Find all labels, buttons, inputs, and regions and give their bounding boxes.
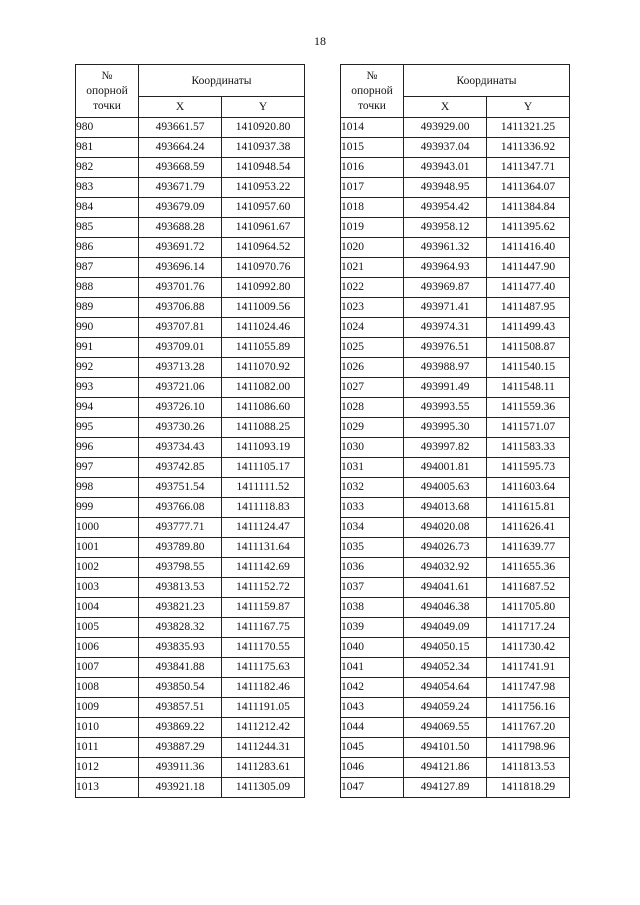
table-row [341,498,570,518]
x-coordinate-cell: 493668.59 [139,158,222,178]
point-number-cell: 1027 [341,378,404,398]
x-coordinate-cell: 493954.42 [404,198,487,218]
table-row [76,418,305,438]
table-row [341,278,570,298]
point-number-cell: 1011 [76,738,139,758]
point-number-cell: 998 [76,478,139,498]
x-coordinate-cell: 493857.51 [139,698,222,718]
y-coordinate-cell: 1411583.33 [487,438,570,458]
x-coordinate-cell: 493696.14 [139,258,222,278]
point-number-cell: 1026 [341,358,404,378]
table-row [76,698,305,718]
x-coordinate-cell: 493707.81 [139,318,222,338]
x-coordinate-cell: 494121.86 [404,758,487,778]
point-number-cell: 1010 [76,718,139,738]
point-number-cell: 1029 [341,418,404,438]
y-coordinate-cell: 1411212.42 [222,718,305,738]
y-coordinate-cell: 1410961.67 [222,218,305,238]
point-number-cell: 1028 [341,398,404,418]
point-number-cell: 986 [76,238,139,258]
y-coordinate-cell: 1411477.40 [487,278,570,298]
table-row [76,438,305,458]
x-coordinate-cell: 493841.88 [139,658,222,678]
y-coordinate-cell: 1411244.31 [222,738,305,758]
y-coordinate-cell: 1411105.17 [222,458,305,478]
point-number-cell: 1021 [341,258,404,278]
table-row [76,578,305,598]
point-number-cell: 1017 [341,178,404,198]
point-number-cell: 982 [76,158,139,178]
x-coordinate-cell: 494050.15 [404,638,487,658]
table-row [76,678,305,698]
y-coordinate-cell: 1410937.38 [222,138,305,158]
point-number-cell: 1014 [341,118,404,138]
table-row [341,598,570,618]
table-row [341,518,570,538]
table-row [76,198,305,218]
point-number-cell: 984 [76,198,139,218]
y-coordinate-cell: 1411082.00 [222,378,305,398]
table-row [76,638,305,658]
table-row [76,478,305,498]
y-coordinate-cell: 1411170.55 [222,638,305,658]
y-coordinate-cell: 1411024.46 [222,318,305,338]
point-number-cell: 1042 [341,678,404,698]
x-coordinate-cell: 494013.68 [404,498,487,518]
table-row [341,378,570,398]
table-row [341,258,570,278]
x-coordinate-cell: 494049.09 [404,618,487,638]
point-number-cell: 1012 [76,758,139,778]
y-coordinate-cell: 1411336.92 [487,138,570,158]
x-coordinate-cell: 493751.54 [139,478,222,498]
point-number-cell: 1005 [76,618,139,638]
point-number-cell: 1035 [341,538,404,558]
table-row [76,158,305,178]
point-number-cell: 1018 [341,198,404,218]
table-row [76,558,305,578]
header-num-word2: точки [358,99,386,112]
point-number-cell: 1019 [341,218,404,238]
table-row [76,518,305,538]
y-coordinate-cell: 1411595.73 [487,458,570,478]
y-coordinate-cell: 1411747.98 [487,678,570,698]
y-coordinate-cell: 1411626.41 [487,518,570,538]
x-coordinate-cell: 493734.43 [139,438,222,458]
y-coordinate-cell: 1411182.46 [222,678,305,698]
x-coordinate-cell: 493701.76 [139,278,222,298]
header-point-number [341,65,404,118]
table-row [341,138,570,158]
point-number-cell: 1043 [341,698,404,718]
y-coordinate-cell: 1411416.40 [487,238,570,258]
y-coordinate-cell: 1411540.15 [487,358,570,378]
header-num-word2: точки [93,99,121,112]
x-coordinate-cell: 493943.01 [404,158,487,178]
x-coordinate-cell: 493937.04 [404,138,487,158]
y-coordinate-cell: 1411395.62 [487,218,570,238]
y-coordinate-cell: 1411813.53 [487,758,570,778]
y-coordinate-cell: 1411615.81 [487,498,570,518]
y-coordinate-cell: 1411305.09 [222,778,305,798]
x-coordinate-cell: 493911.36 [139,758,222,778]
table-row [341,718,570,738]
table-row [76,758,305,778]
x-coordinate-cell: 494001.81 [404,458,487,478]
x-coordinate-cell: 494005.63 [404,478,487,498]
x-coordinate-cell: 493929.00 [404,118,487,138]
x-coordinate-cell: 493921.18 [139,778,222,798]
table-row [341,118,570,138]
table-row [76,178,305,198]
x-coordinate-cell: 493969.87 [404,278,487,298]
y-coordinate-cell: 1410948.54 [222,158,305,178]
y-coordinate-cell: 1411499.43 [487,318,570,338]
table-row [341,578,570,598]
x-coordinate-cell: 493709.01 [139,338,222,358]
point-number-cell: 997 [76,458,139,478]
point-number-cell: 1023 [341,298,404,318]
y-coordinate-cell: 1411559.36 [487,398,570,418]
x-coordinate-cell: 493671.79 [139,178,222,198]
x-coordinate-cell: 493971.41 [404,298,487,318]
point-number-cell: 1022 [341,278,404,298]
point-number-cell: 990 [76,318,139,338]
table-row [76,138,305,158]
table-row [76,618,305,638]
table-row [341,698,570,718]
point-number-cell: 1015 [341,138,404,158]
table-row [76,778,305,798]
x-coordinate-cell: 493974.31 [404,318,487,338]
y-coordinate-cell: 1411767.20 [487,718,570,738]
table-row [76,718,305,738]
x-coordinate-cell: 493961.32 [404,238,487,258]
y-coordinate-cell: 1411687.52 [487,578,570,598]
table-row [341,418,570,438]
x-coordinate-cell: 494059.24 [404,698,487,718]
table-row [341,398,570,418]
point-number-cell: 1045 [341,738,404,758]
table-row [341,358,570,378]
y-coordinate-cell: 1411070.92 [222,358,305,378]
x-coordinate-cell: 493835.93 [139,638,222,658]
point-number-cell: 1007 [76,658,139,678]
y-coordinate-cell: 1411009.56 [222,298,305,318]
x-coordinate-cell: 494041.61 [404,578,487,598]
y-coordinate-cell: 1411571.07 [487,418,570,438]
header-coordinates: Координаты [404,65,570,97]
y-coordinate-cell: 1410964.52 [222,238,305,258]
table-row [341,198,570,218]
y-coordinate-cell: 1411093.19 [222,438,305,458]
x-coordinate-cell: 493661.57 [139,118,222,138]
point-number-cell: 1000 [76,518,139,538]
header-coordinates: Координаты [139,65,305,97]
x-coordinate-cell: 493991.49 [404,378,487,398]
table-row [76,238,305,258]
y-coordinate-cell: 1410953.22 [222,178,305,198]
point-number-cell: 1013 [76,778,139,798]
point-number-cell: 985 [76,218,139,238]
table-row [341,738,570,758]
table-row [76,298,305,318]
point-number-cell: 1006 [76,638,139,658]
point-number-cell: 1003 [76,578,139,598]
y-coordinate-cell: 1411756.16 [487,698,570,718]
x-coordinate-cell: 493988.97 [404,358,487,378]
table-row [76,598,305,618]
point-number-cell: 999 [76,498,139,518]
table-row [341,218,570,238]
coordinates-table-left [75,64,305,798]
y-coordinate-cell: 1411086.60 [222,398,305,418]
page-number: 18 [314,34,326,48]
point-number-cell: 1033 [341,498,404,518]
y-coordinate-cell: 1411705.80 [487,598,570,618]
point-number-cell: 1009 [76,698,139,718]
y-coordinate-cell: 1411131.64 [222,538,305,558]
y-coordinate-cell: 1411548.11 [487,378,570,398]
y-coordinate-cell: 1410992.80 [222,278,305,298]
point-number-cell: 1040 [341,638,404,658]
x-coordinate-cell: 493958.12 [404,218,487,238]
x-coordinate-cell: 493995.30 [404,418,487,438]
y-coordinate-cell: 1411175.63 [222,658,305,678]
point-number-cell: 980 [76,118,139,138]
point-number-cell: 983 [76,178,139,198]
table-row [76,358,305,378]
y-coordinate-cell: 1411384.84 [487,198,570,218]
x-coordinate-cell: 493777.71 [139,518,222,538]
y-coordinate-cell: 1410970.76 [222,258,305,278]
point-number-cell: 1016 [341,158,404,178]
table-row [341,558,570,578]
y-coordinate-cell: 1411159.87 [222,598,305,618]
header-x: X [404,97,487,118]
y-coordinate-cell: 1411088.25 [222,418,305,438]
y-coordinate-cell: 1411603.64 [487,478,570,498]
table-row [341,658,570,678]
point-number-cell: 1008 [76,678,139,698]
table-row [76,258,305,278]
point-number-cell: 981 [76,138,139,158]
x-coordinate-cell: 493976.51 [404,338,487,358]
table-row [341,318,570,338]
x-coordinate-cell: 494054.64 [404,678,487,698]
x-coordinate-cell: 493813.53 [139,578,222,598]
x-coordinate-cell: 493997.82 [404,438,487,458]
table-row [341,438,570,458]
y-coordinate-cell: 1411798.96 [487,738,570,758]
table-row [76,318,305,338]
table-row [341,298,570,318]
table-row [341,678,570,698]
y-coordinate-cell: 1411818.29 [487,778,570,798]
x-coordinate-cell: 494032.92 [404,558,487,578]
table-row [341,158,570,178]
table-row [76,398,305,418]
table-row [341,338,570,358]
point-number-cell: 1024 [341,318,404,338]
x-coordinate-cell: 493721.06 [139,378,222,398]
table-row [341,458,570,478]
y-coordinate-cell: 1410920.80 [222,118,305,138]
x-coordinate-cell: 494069.55 [404,718,487,738]
point-number-cell: 988 [76,278,139,298]
left-table-body [76,118,305,798]
table-row [76,338,305,358]
x-coordinate-cell: 493742.85 [139,458,222,478]
point-number-cell: 1030 [341,438,404,458]
y-coordinate-cell: 1411321.25 [487,118,570,138]
coordinates-table-right [340,64,570,798]
point-number-cell: 1032 [341,478,404,498]
y-coordinate-cell: 1411741.91 [487,658,570,678]
x-coordinate-cell: 493828.32 [139,618,222,638]
x-coordinate-cell: 493798.55 [139,558,222,578]
y-coordinate-cell: 1411142.69 [222,558,305,578]
point-number-cell: 1039 [341,618,404,638]
point-number-cell: 992 [76,358,139,378]
table-row [76,278,305,298]
table-row [76,118,305,138]
table-row [341,238,570,258]
point-number-cell: 1020 [341,238,404,258]
x-coordinate-cell: 493948.95 [404,178,487,198]
point-number-cell: 1046 [341,758,404,778]
x-coordinate-cell: 493850.54 [139,678,222,698]
table-row [76,218,305,238]
header-num-symbol: № [366,69,378,82]
x-coordinate-cell: 494026.73 [404,538,487,558]
table-row [341,478,570,498]
x-coordinate-cell: 494020.08 [404,518,487,538]
y-coordinate-cell: 1411111.52 [222,478,305,498]
y-coordinate-cell: 1411639.77 [487,538,570,558]
table-row [341,638,570,658]
table-row [76,458,305,478]
point-number-cell: 993 [76,378,139,398]
header-y: Y [222,97,305,118]
x-coordinate-cell: 493789.80 [139,538,222,558]
x-coordinate-cell: 493887.29 [139,738,222,758]
header-y: Y [487,97,570,118]
y-coordinate-cell: 1411717.24 [487,618,570,638]
table-row [341,538,570,558]
point-number-cell: 996 [76,438,139,458]
x-coordinate-cell: 493691.72 [139,238,222,258]
y-coordinate-cell: 1411508.87 [487,338,570,358]
table-row [341,618,570,638]
y-coordinate-cell: 1411167.75 [222,618,305,638]
x-coordinate-cell: 493688.28 [139,218,222,238]
header-x: X [139,97,222,118]
table-row [76,498,305,518]
table-row [76,378,305,398]
table-row [76,658,305,678]
y-coordinate-cell: 1411487.95 [487,298,570,318]
point-number-cell: 995 [76,418,139,438]
y-coordinate-cell: 1411447.90 [487,258,570,278]
point-number-cell: 1047 [341,778,404,798]
point-number-cell: 1044 [341,718,404,738]
x-coordinate-cell: 493706.88 [139,298,222,318]
table-row [341,758,570,778]
x-coordinate-cell: 493964.93 [404,258,487,278]
point-number-cell: 1004 [76,598,139,618]
header-point-number [76,65,139,118]
y-coordinate-cell: 1411730.42 [487,638,570,658]
header-num-word1: опорной [351,84,393,97]
point-number-cell: 1034 [341,518,404,538]
point-number-cell: 1001 [76,538,139,558]
y-coordinate-cell: 1411283.61 [222,758,305,778]
x-coordinate-cell: 494046.38 [404,598,487,618]
point-number-cell: 989 [76,298,139,318]
table-row [76,538,305,558]
y-coordinate-cell: 1411364.07 [487,178,570,198]
x-coordinate-cell: 494127.89 [404,778,487,798]
y-coordinate-cell: 1410957.60 [222,198,305,218]
y-coordinate-cell: 1411124.47 [222,518,305,538]
y-coordinate-cell: 1411152.72 [222,578,305,598]
point-number-cell: 1025 [341,338,404,358]
table-row [341,778,570,798]
y-coordinate-cell: 1411347.71 [487,158,570,178]
point-number-cell: 987 [76,258,139,278]
x-coordinate-cell: 494101.50 [404,738,487,758]
point-number-cell: 1041 [341,658,404,678]
x-coordinate-cell: 493869.22 [139,718,222,738]
point-number-cell: 1002 [76,558,139,578]
point-number-cell: 1037 [341,578,404,598]
x-coordinate-cell: 493679.09 [139,198,222,218]
point-number-cell: 991 [76,338,139,358]
point-number-cell: 1038 [341,598,404,618]
right-table-body [341,118,570,798]
x-coordinate-cell: 493713.28 [139,358,222,378]
header-num-symbol: № [101,69,113,82]
point-number-cell: 1036 [341,558,404,578]
x-coordinate-cell: 493821.23 [139,598,222,618]
point-number-cell: 994 [76,398,139,418]
x-coordinate-cell: 493664.24 [139,138,222,158]
table-row [76,738,305,758]
y-coordinate-cell: 1411191.05 [222,698,305,718]
x-coordinate-cell: 493766.08 [139,498,222,518]
y-coordinate-cell: 1411655.36 [487,558,570,578]
point-number-cell: 1031 [341,458,404,478]
x-coordinate-cell: 493730.26 [139,418,222,438]
y-coordinate-cell: 1411055.89 [222,338,305,358]
x-coordinate-cell: 494052.34 [404,658,487,678]
header-num-word1: опорной [86,84,128,97]
table-row [341,178,570,198]
y-coordinate-cell: 1411118.83 [222,498,305,518]
x-coordinate-cell: 493993.55 [404,398,487,418]
x-coordinate-cell: 493726.10 [139,398,222,418]
